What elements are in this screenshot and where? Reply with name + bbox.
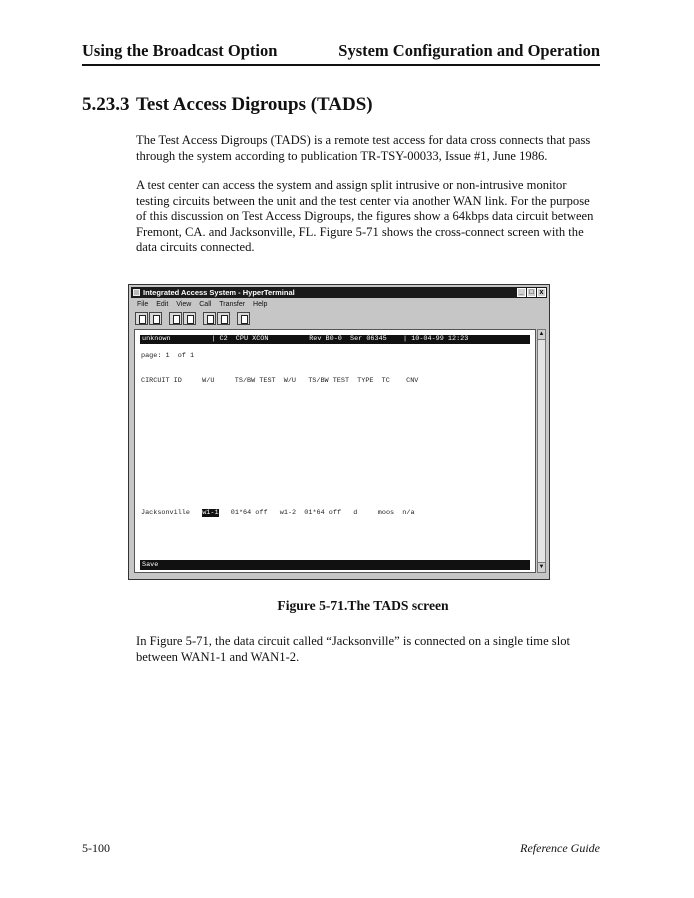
window-title: Integrated Access System - HyperTerminal	[143, 288, 295, 297]
figure-caption: Figure 5-71.The TADS screen	[277, 598, 449, 613]
connect-icon[interactable]	[169, 312, 182, 325]
menu-help[interactable]: Help	[253, 301, 268, 308]
running-header	[82, 38, 600, 66]
menu-view[interactable]: View	[176, 301, 192, 308]
close-button[interactable]: x	[537, 288, 546, 297]
properties-icon[interactable]	[237, 312, 250, 325]
paragraph-figure-explanation: In Figure 5-71, the data circuit called “Jacksonville” is connected on a single time slot between WAN1-1 and WAN1-2.	[136, 634, 570, 664]
terminal-page-indicator: page: 1 of 1	[141, 352, 195, 360]
open-icon[interactable]	[149, 312, 162, 325]
page-number: 5-100	[82, 841, 110, 855]
window-titlebar	[131, 287, 547, 298]
menu-call[interactable]: Call	[199, 301, 212, 308]
scroll-up-icon[interactable]: ▲	[538, 330, 545, 340]
section-number: 5.23.3	[82, 94, 130, 115]
table-row	[141, 509, 415, 518]
ts-bw-a-cell: 01*64	[230, 509, 252, 517]
cnv-cell: n/a	[402, 509, 415, 517]
type-cell: d	[353, 509, 358, 517]
new-icon[interactable]	[135, 312, 148, 325]
circuit-id-cell: Jacksonville	[141, 509, 190, 517]
paragraph-test-center: A test center can access the system and assign split intrusive or non-intrusive monitor testing circuits between the unit and the test center via another WAN link. For the purpose of this discussion on Test Access Digroups, the figures show a 64kbps data circuit between Fremont, CA. and Jacksonville, FL. Figure 5-71 shows the cross-connect screen with the data circuits connected.	[136, 178, 594, 255]
section-heading	[82, 94, 373, 116]
vertical-scrollbar[interactable]	[537, 329, 546, 573]
terminal-status-line: unknown | C2 CPU XCON Rev B0-0 Ser 06345 | 10-04-99 12:23	[140, 335, 530, 344]
maximize-button[interactable]: □	[527, 288, 536, 297]
minimize-button[interactable]: _	[517, 288, 526, 297]
header-chapter-title: Using the Broadcast Option	[82, 41, 278, 60]
hyperterminal-window	[128, 284, 550, 580]
paragraph-intro: The Test Access Digroups (TADS) is a remote test access for data cross connects that pass through the system according to publication TR-TSY-00033, Issue #1, June 1986.	[136, 133, 591, 163]
header-section-title: System Configuration and Operation	[338, 41, 600, 60]
receive-icon[interactable]	[217, 312, 230, 325]
footer-doc-title: Reference Guide	[520, 841, 600, 855]
tc-cell: moos	[377, 509, 395, 517]
scroll-down-icon[interactable]: ▼	[538, 564, 545, 570]
wan-a-cell-selected[interactable]: w1-1	[202, 509, 219, 517]
ts-bw-b-cell: 01*64	[304, 509, 325, 517]
wan-b-cell: w1-2	[279, 509, 297, 517]
disconnect-icon[interactable]	[183, 312, 196, 325]
test-b-cell: off	[328, 509, 342, 517]
hyperterminal-app-icon	[133, 289, 140, 296]
menu-file[interactable]: File	[137, 301, 149, 308]
terminal-command-line[interactable]: Save	[140, 560, 530, 570]
test-a-cell: off	[255, 509, 268, 517]
menu-transfer[interactable]: Transfer	[219, 301, 246, 308]
menu-bar	[131, 299, 547, 310]
menu-edit[interactable]: Edit	[156, 301, 169, 308]
section-title-text: Test Access Digroups (TADS)	[136, 94, 373, 115]
terminal-column-header: CIRCUIT ID W/U TS/BW TEST W/U TS/BW TEST TYPE TC CNV	[141, 377, 419, 385]
send-icon[interactable]	[203, 312, 216, 325]
terminal-screen[interactable]	[134, 329, 536, 573]
